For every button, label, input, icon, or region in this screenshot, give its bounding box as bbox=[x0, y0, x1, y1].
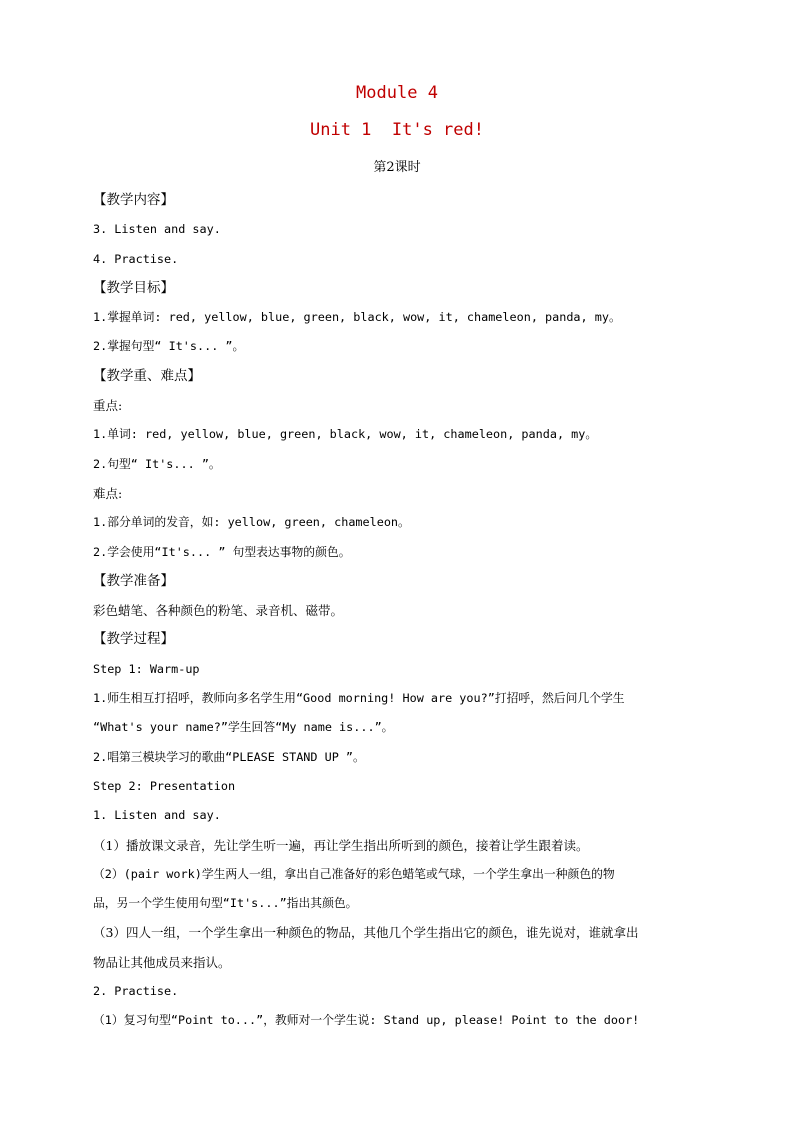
unit-title: Unit 1 It's red! bbox=[310, 120, 484, 140]
content-line: 3. Listen and say. bbox=[93, 222, 221, 237]
content-line: 4. Practise. bbox=[93, 251, 179, 266]
process-line: （1）复习句型“Point to...”，教师对一个学生说: Stand up, please! Point to the door! bbox=[93, 1013, 640, 1028]
section-heading-content: 【教学内容】 bbox=[93, 192, 174, 208]
process-line: 1.师生相互打招呼，教师向多名学生用“Good morning! How are you?”打招呼，然后问几个学生 bbox=[93, 691, 625, 706]
process-line: 2. Practise. bbox=[93, 984, 179, 999]
process-line: （2）(pair work)学生两人一组，拿出自己准备好的彩色蜡笔或气球，一个学生拿出一种颜色的物 bbox=[93, 866, 615, 881]
section-heading-key-points: 【教学重、难点】 bbox=[93, 367, 201, 384]
process-line: （3）四人一组，一个学生拿出一种颜色的物品，其他几个学生指出它的颜色，谁先说对，谁就拿出 bbox=[93, 925, 639, 941]
difficulty-line: 2.学会使用“It's... ” 句型表达事物的颜色。 bbox=[93, 544, 351, 559]
difficulty-line: 1.部分单词的发音，如: yellow, green, chameleon。 bbox=[93, 515, 410, 530]
section-heading-preparation: 【教学准备】 bbox=[93, 572, 174, 589]
section-heading-objectives: 【教学目标】 bbox=[93, 279, 174, 296]
document-body bbox=[93, 186, 705, 1036]
process-line: 品，另一个学生使用句型“It's...”指出其颜色。 bbox=[93, 896, 358, 911]
objective-line: 2.掌握句型“ It's... ”。 bbox=[93, 339, 245, 354]
key-point-line: 1.单词: red, yellow, blue, green, black, wow, it, chameleon, panda, my。 bbox=[93, 427, 598, 442]
lesson-label: 第2课时 bbox=[373, 160, 421, 175]
section-heading-process: 【教学过程】 bbox=[93, 631, 174, 648]
step-heading: Step 2: Presentation bbox=[93, 778, 236, 793]
process-line: （1）播放课文录音，先让学生听一遍，再让学生指出所听到的颜色，接着让学生跟着读。 bbox=[93, 837, 589, 853]
objective-line: 1.掌握单词: red, yellow, blue, green, black, wow, it, chameleon, panda, my。 bbox=[93, 310, 621, 325]
module-title: Module 4 bbox=[356, 83, 438, 103]
key-points-label: 重点: bbox=[93, 398, 123, 414]
difficulties-label: 难点: bbox=[93, 485, 123, 501]
step-heading: Step 1: Warm-up bbox=[93, 661, 200, 676]
preparation-line: 彩色蜡笔、各种颜色的粉笔、录音机、磁带。 bbox=[93, 603, 344, 619]
key-point-line: 2.句型“ It's... ”。 bbox=[93, 456, 221, 471]
process-line: 物品让其他成员来指认。 bbox=[93, 954, 231, 970]
process-line: “What's your name?”学生回答“My name is...”。 bbox=[93, 720, 394, 735]
process-line: 2.唱第三模块学习的歌曲“PLEASE STAND UP ”。 bbox=[93, 749, 365, 764]
process-line: 1. Listen and say. bbox=[93, 808, 221, 823]
